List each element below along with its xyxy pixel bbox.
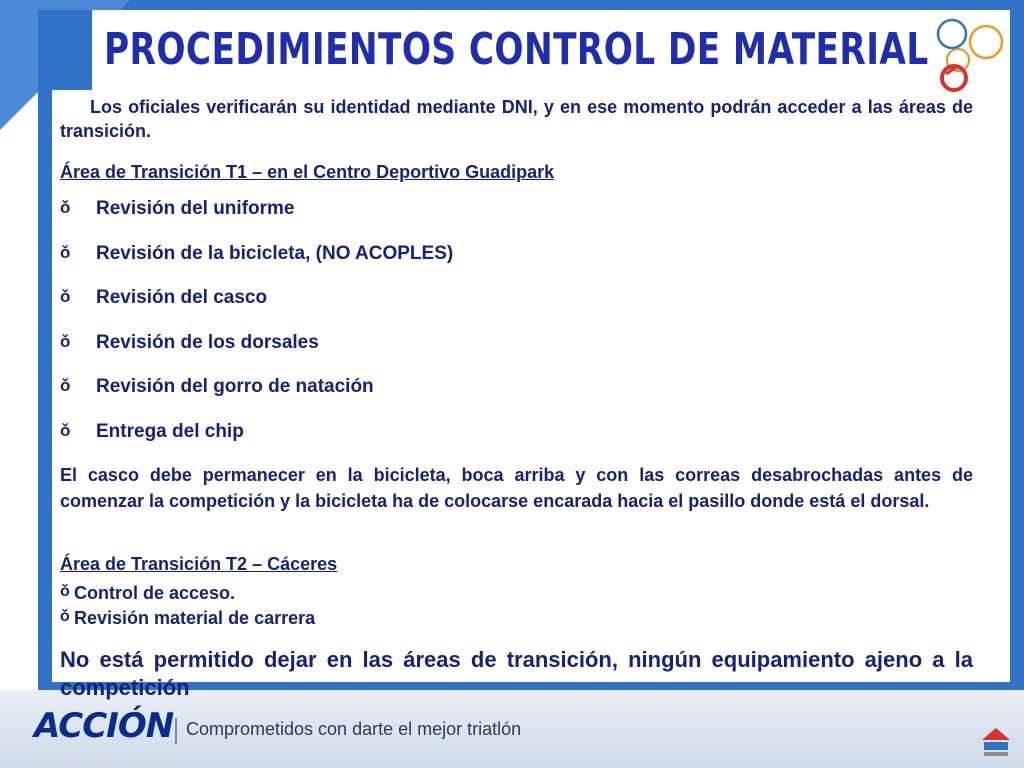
bullet-icon: ǒ [60,376,71,395]
intro-paragraph: Los oficiales verificarán su identidad mediante DNI, y en ese momento podrán acceder a las áreas de transición. [60,97,973,141]
list-item-label: Revisión del casco [96,287,268,308]
list-item-label: Control de acceso. [74,583,236,603]
page-title: PROCEDIMIENTOS CONTROL DE MATERIAL [104,24,929,75]
helmet-note: El casco debe permanecer en la bicicleta, boca arriba y con las correas desabrochadas antes de comenzar la competición y la bicicleta ha de colocarse encarada hacia el pasillo donde está el dorsal. [60,465,973,511]
section2-heading: Área de Transición T2 – Cáceres [60,554,338,574]
list-item [60,376,453,421]
frame-right-bar [1010,10,1024,690]
list-item [60,583,315,608]
list-item-label: Entrega del chip [96,420,244,442]
bullet-icon: ǒ [60,242,71,262]
footer-slogan: Comprometidos con darte el mejor triatlón [186,719,522,739]
federation-logo-icon [976,720,1016,764]
list-item-label: Revisión material de carrera [74,608,316,628]
section2-list [60,583,315,633]
bullet-icon: ǒ [60,420,71,440]
accion-logo: ACCIÓN [34,706,174,746]
rings-logo-icon [928,14,1012,94]
header-accent [52,10,92,90]
list-item-label: Revisión del uniforme [96,198,295,219]
bullet-icon: ǒ [60,608,70,625]
frame-left-bar [38,10,52,690]
footer-divider [175,718,177,744]
bullet-icon: ǒ [60,331,71,351]
frame-top-bar [0,0,1024,10]
list-item [60,243,453,288]
closing-paragraph: No está permitido dejar en las áreas de transición, ningún equipamiento ajeno a la competición [60,647,973,700]
bullet-icon: ǒ [60,198,71,217]
section1-heading: Área de Transición T1 – en el Centro Deportivo Guadipark [60,162,555,182]
list-item-label: Revisión del gorro de natación [96,376,374,397]
list-item-label: Revisión de los dorsales [96,331,319,353]
list-item [60,421,453,466]
bullet-icon: ǒ [60,287,71,306]
list-item [60,198,453,243]
list-item-label: Revisión de la bicicleta, (NO ACOPLES) [96,242,454,264]
bullet-icon: ǒ [60,583,70,600]
list-item [60,332,453,377]
list-item [60,608,315,633]
section1-list [60,198,453,465]
list-item [60,287,453,332]
